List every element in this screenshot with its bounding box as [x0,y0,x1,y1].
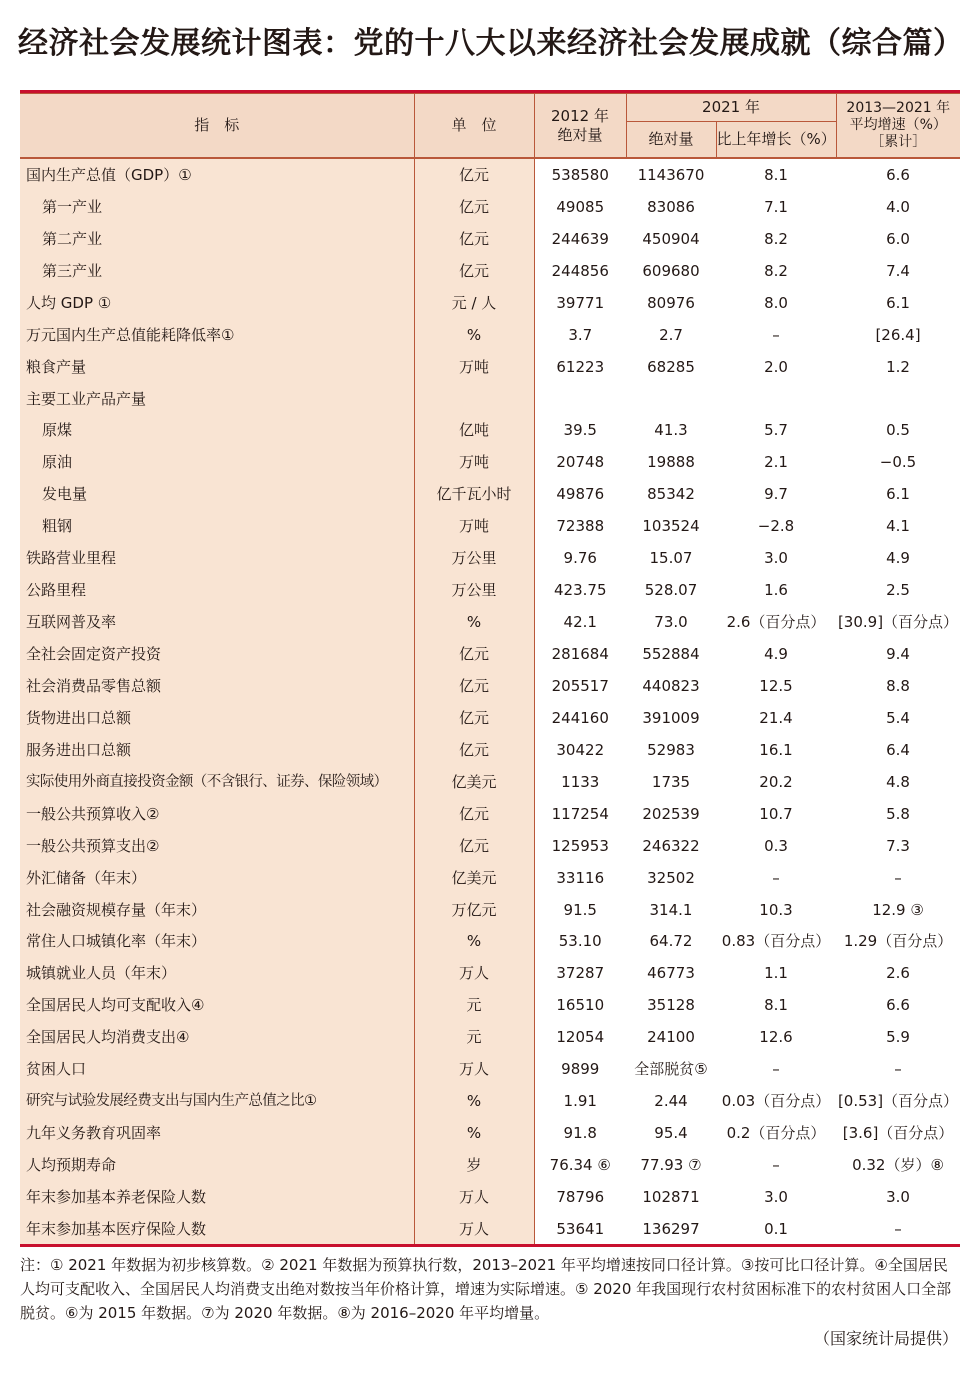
avg-growth: 5.8 [886,804,910,823]
value-2012: 76.34 ⑥ [549,1156,611,1175]
row-unit: 万人 [414,1213,534,1245]
table-row [20,702,960,734]
avg-growth: 6.1 [886,485,910,504]
growth-2021: 1.6 [764,581,788,600]
row-label: 货物进出口总额 [20,702,414,734]
avg-growth: 9.4 [886,645,910,664]
growth-2021: 4.9 [764,645,788,664]
row-label: 万元国内生产总值能耗降低率① [20,319,414,351]
avg-growth: 6.1 [886,293,910,312]
row-label: 第二产业 [20,223,414,255]
value-2021: 68285 [647,357,695,376]
row-unit: 亿元 [414,191,534,223]
row-label: 全国居民人均可支配收入④ [20,989,414,1021]
value-2012: 244856 [551,261,609,280]
row-label: 年末参加基本医疗保险人数 [20,1213,414,1245]
value-2012: 244160 [551,708,609,727]
row-label: 全国居民人均消费支出④ [20,1021,414,1053]
value-2021: 1143670 [637,165,705,184]
growth-2021: 2.0 [764,357,788,376]
row-label: 贫困人口 [20,1053,414,1085]
growth-2021: 0.83（百分点） [721,932,831,951]
growth-2021: 8.1 [764,165,788,184]
avg-growth: [0.53]（百分点） [837,1092,959,1111]
row-unit: 万亿元 [414,894,534,926]
avg-growth: 6.6 [886,996,910,1015]
avg-growth: 4.1 [886,517,910,536]
avg-growth: 6.4 [886,740,910,759]
row-unit [414,383,534,415]
row-label: 一般公共预算收入② [20,798,414,830]
value-2012: 53641 [556,1219,605,1238]
table-row [20,1021,960,1053]
value-2012: 53.10 [558,932,602,951]
growth-2021: 0.3 [764,836,788,855]
growth-2021: 9.7 [764,485,788,504]
avg-growth: 12.9 ③ [872,900,924,919]
avg-growth: [3.6]（百分点） [842,1124,954,1143]
value-2012: 16510 [556,996,605,1015]
table-row [20,319,960,351]
row-label: 铁路营业里程 [20,542,414,574]
value-2021: 552884 [642,645,700,664]
row-unit: 亿元 [414,223,534,255]
value-2021: 202539 [642,804,700,823]
row-label: 主要工业产品产量 [20,383,414,415]
table-row [20,830,960,862]
avg-growth: 5.9 [886,1028,910,1047]
table-row [20,798,960,830]
growth-2021: 8.2 [764,261,788,280]
row-label: 全社会固定资产投资 [20,638,414,670]
value-2021: 391009 [642,708,700,727]
value-2021: 2.44 [654,1092,688,1111]
avg-growth: 8.8 [886,676,910,695]
row-unit: 万吨 [414,510,534,542]
table-row [20,351,960,383]
avg-growth: – [894,1060,902,1079]
header-2021-absolute: 绝对量 [626,122,716,159]
value-2012: 3.7 [568,325,593,344]
row-label: 粗钢 [20,510,414,542]
growth-2021: −2.8 [757,517,795,536]
table-row [20,158,960,191]
value-2021: 32502 [647,868,695,887]
value-2012: 125953 [551,836,609,855]
avg-growth: – [894,1219,902,1238]
row-label: 原油 [20,446,414,478]
table-row [20,1149,960,1181]
value-2012: 1.91 [563,1092,597,1111]
table-row [20,606,960,638]
table-row [20,862,960,894]
table-row [20,191,960,223]
row-label: 第一产业 [20,191,414,223]
value-2021: 80976 [647,293,695,312]
value-2012: 42.1 [563,613,597,632]
header-avg-growth: 2013—2021 年 平均增速（%） ［累计］ [836,94,960,159]
row-unit: 亿元 [414,638,534,670]
row-label: 粮食产量 [20,351,414,383]
row-unit: 万吨 [414,446,534,478]
value-2021: 314.1 [649,900,693,919]
growth-2021: 7.1 [764,197,788,216]
value-2012: 78796 [556,1187,605,1206]
value-2012: 538580 [551,165,609,184]
table-row [20,1085,960,1117]
value-2021: 52983 [647,740,695,759]
growth-2021: – [772,868,780,887]
value-2012: 30422 [556,740,605,759]
row-label: 公路里程 [20,574,414,606]
row-unit: 亿美元 [414,766,534,798]
avg-growth: −0.5 [879,453,917,472]
avg-growth: 2.5 [886,581,910,600]
value-2021: 41.3 [654,421,688,440]
avg-growth: 4.9 [886,549,910,568]
value-2021: 19888 [647,453,695,472]
row-unit: 万人 [414,957,534,989]
avg-growth: [26.4] [875,325,921,344]
avg-growth: 4.0 [886,197,910,216]
row-label: 原煤 [20,415,414,447]
value-2021: 24100 [647,1028,695,1047]
avg-growth: 5.4 [886,708,910,727]
value-2021: 83086 [647,197,695,216]
growth-2021: 20.2 [759,772,793,791]
growth-2021: 0.03（百分点） [721,1092,831,1111]
page-title: 经济社会发展统计图表：党的十八大以来经济社会发展成就（综合篇） [18,26,964,61]
value-2012: 91.5 [563,900,597,919]
value-2012: 20748 [556,453,605,472]
growth-2021: 16.1 [759,740,793,759]
growth-2021: 5.7 [764,421,788,440]
row-unit: 岁 [414,1149,534,1181]
value-2012 [534,383,626,415]
row-label: 研究与试验发展经费支出与国内生产总值之比① [20,1085,414,1117]
avg-growth: 1.29（百分点） [843,932,953,951]
avg-growth: – [894,868,902,887]
table-row [20,574,960,606]
row-unit: 元 / 人 [414,287,534,319]
value-2021 [626,383,716,415]
row-label: 城镇就业人员（年末） [20,957,414,989]
header-2012: 2012 年 绝对量 [534,94,626,159]
row-unit: 万吨 [414,351,534,383]
row-unit: % [414,1117,534,1149]
growth-2021: 2.1 [764,453,788,472]
avg-growth: [30.9]（百分点） [837,613,959,632]
bottom-rule [20,1244,960,1247]
row-label: 社会融资规模存量（年末） [20,894,414,926]
avg-growth: 0.5 [886,421,910,440]
header-2021-growth: 比上年增长（%） [716,122,836,159]
avg-growth: 4.8 [886,772,910,791]
avg-growth [836,383,960,415]
value-2021: 136297 [642,1219,700,1238]
growth-2021: 8.0 [764,293,788,312]
value-2021: 528.07 [644,581,698,600]
table-row [20,989,960,1021]
value-2012: 1133 [561,772,600,791]
value-2021: 450904 [642,229,700,248]
table-row [20,1181,960,1213]
value-2021: 35128 [647,996,695,1015]
value-2012: 39771 [556,293,605,312]
table-row [20,415,960,447]
row-unit: 亿元 [414,830,534,862]
value-2021: 73.0 [654,613,688,632]
growth-2021 [716,383,836,415]
row-unit: 亿元 [414,158,534,191]
value-2012: 91.8 [563,1124,597,1143]
row-label: 一般公共预算支出② [20,830,414,862]
avg-growth: 2.6 [886,964,910,983]
growth-2021: 12.6 [759,1028,793,1047]
row-unit: 亿元 [414,702,534,734]
row-unit: 万公里 [414,574,534,606]
value-2012: 281684 [551,645,609,664]
table-row [20,1117,960,1149]
row-label: 常住人口城镇化率（年末） [20,926,414,958]
row-unit: 万公里 [414,542,534,574]
value-2021: 440823 [642,676,700,695]
value-2021: 85342 [647,485,695,504]
value-2021: 95.4 [654,1124,688,1143]
row-unit: 元 [414,989,534,1021]
table-row [20,510,960,542]
table-row [20,287,960,319]
header-unit: 单 位 [414,94,534,159]
row-label: 社会消费品零售总额 [20,670,414,702]
value-2012: 72388 [556,517,605,536]
avg-growth: 0.32（岁）⑧ [852,1156,944,1175]
row-unit: 万人 [414,1053,534,1085]
row-unit: 元 [414,1021,534,1053]
avg-growth: 7.4 [886,261,910,280]
value-2021: 103524 [642,517,700,536]
row-unit: 亿元 [414,670,534,702]
table-row [20,478,960,510]
growth-2021: 10.7 [759,804,793,823]
row-unit: 万人 [414,1181,534,1213]
header-indicator: 指 标 [20,94,414,159]
growth-2021: – [772,1060,780,1079]
value-2012: 244639 [551,229,609,248]
table-row [20,766,960,798]
value-2012: 49085 [556,197,605,216]
row-label: 互联网普及率 [20,606,414,638]
row-unit: 亿元 [414,255,534,287]
avg-growth: 6.6 [886,165,910,184]
source-credit: （国家统计局提供） [813,1329,958,1348]
value-2021: 2.7 [659,325,683,344]
row-unit: 亿千瓦小时 [414,478,534,510]
row-label: 人均 GDP ① [20,287,414,319]
avg-growth: 7.3 [886,836,910,855]
table-row [20,734,960,766]
row-label: 第三产业 [20,255,414,287]
value-2021: 609680 [642,261,700,280]
value-2012: 423.75 [554,581,607,600]
growth-2021: 2.6（百分点） [726,613,826,632]
table-row [20,383,960,415]
row-label: 人均预期寿命 [20,1149,414,1181]
row-label: 国内生产总值（GDP）① [20,158,414,191]
growth-2021: 1.1 [764,964,788,983]
value-2012: 37287 [556,964,605,983]
row-label: 服务进出口总额 [20,734,414,766]
table-row [20,1213,960,1245]
value-2012: 12054 [556,1028,605,1047]
table-row [20,1053,960,1085]
value-2012: 9899 [561,1060,600,1079]
avg-growth: 1.2 [886,357,910,376]
table-row [20,926,960,958]
table-body [20,158,960,1245]
growth-2021: 0.1 [764,1219,788,1238]
value-2012: 205517 [551,676,609,695]
row-unit: 亿元 [414,798,534,830]
growth-2021: – [772,325,780,344]
value-2012: 39.5 [563,421,597,440]
row-label: 实际使用外商直接投资金额（不含银行、证券、保险领域） [20,766,414,798]
growth-2021: 0.2（百分点） [726,1124,826,1143]
table-row [20,638,960,670]
table-row [20,255,960,287]
table-row [20,446,960,478]
growth-2021: 3.0 [764,1187,788,1206]
footnotes: 注：① 2021 年数据为初步核算数。② 2021 年数据为预算执行数，2013–2021 年平均增速按同口径计算。③按可比口径计算。④全国居民人均可支配收入、全国居民人均消费支出绝对数按当年价格计算，增速为实际增速。⑤ 2020 年我国现行农村贫困标准下的农村贫困人口全部脱贫。⑥为 2015 年数据。⑦为 2020 年数据。⑧为 2016–2020 年平均增量。 [20,1256,952,1322]
growth-2021: 8.2 [764,229,788,248]
header-2021: 2021 年 [626,94,836,122]
value-2021: 77.93 ⑦ [640,1156,702,1175]
row-unit: % [414,926,534,958]
growth-2021: 8.1 [764,996,788,1015]
value-2021: 64.72 [649,932,693,951]
value-2012: 117254 [551,804,609,823]
row-unit: 亿吨 [414,415,534,447]
growth-2021: 3.0 [764,549,788,568]
value-2012: 61223 [556,357,605,376]
table-row [20,957,960,989]
avg-growth: 6.0 [886,229,910,248]
table-row [20,894,960,926]
table-row [20,223,960,255]
growth-2021: 21.4 [759,708,793,727]
value-2012: 9.76 [563,549,597,568]
growth-2021: 12.5 [759,676,793,695]
value-2021: 全部脱贫⑤ [634,1060,708,1079]
statistics-table [20,93,960,1245]
value-2021: 46773 [647,964,695,983]
growth-2021: – [772,1156,780,1175]
value-2021: 102871 [642,1187,700,1206]
value-2021: 246322 [642,836,700,855]
value-2012: 49876 [556,485,605,504]
value-2021: 1735 [651,772,691,791]
table-row [20,542,960,574]
value-2012: 33116 [556,868,605,887]
row-unit: % [414,319,534,351]
avg-growth: 3.0 [886,1187,910,1206]
growth-2021: 10.3 [759,900,793,919]
row-label: 九年义务教育巩固率 [20,1117,414,1149]
value-2021: 15.07 [649,549,693,568]
row-unit: % [414,1085,534,1117]
row-unit: % [414,606,534,638]
row-label: 发电量 [20,478,414,510]
row-label: 年末参加基本养老保险人数 [20,1181,414,1213]
table-row [20,670,960,702]
row-label: 外汇储备（年末） [20,862,414,894]
table-header [20,94,960,159]
row-unit: 亿元 [414,734,534,766]
row-unit: 亿美元 [414,862,534,894]
